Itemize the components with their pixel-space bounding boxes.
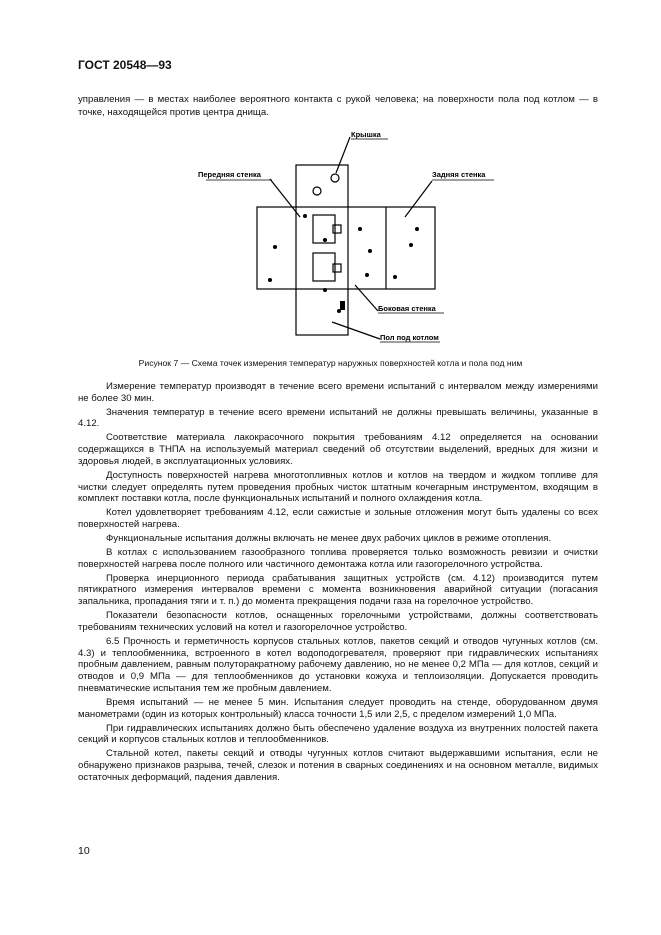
paragraph: Значения температур в течение всего времени испытаний не должны превышать величины, указанные в 4.12. xyxy=(78,406,598,430)
label-rear-wall: Задняя стенка xyxy=(432,170,486,179)
paragraph: Время испытаний — не менее 5 мин. Испытания следует проводить на стенде, оборудованном двумя манометрами (один из которых контрольный) класса точности 1,5 или 2,5, с пределом измерений 1,0 МПа. xyxy=(78,696,598,720)
paragraph: В котлах с использованием газообразного топлива проверяется только возможность ревизии и очистки поверхностей нагрева после полного или частичного демонтажа котла или газогорелочного устройства. xyxy=(78,546,598,570)
document-header: ГОСТ 20548—93 xyxy=(78,58,172,72)
label-side-wall: Боковая стенка xyxy=(378,304,436,313)
intro-paragraph: управления — в местах наиболее вероятного контакта с рукой человека; на поверхности пола под котлом — в точке, находящейся против центра днища. xyxy=(78,94,598,118)
measurement-points xyxy=(268,214,419,313)
paragraph: Показатели безопасности котлов, оснащенных горелочными устройствами, должны соответствовать требованиям технических условий на котел и газогорелочное устройство. xyxy=(78,610,598,633)
boiler-measurement-diagram xyxy=(0,125,661,355)
page-number: 10 xyxy=(78,845,90,857)
point-side-bottom xyxy=(365,273,369,277)
burner-box-lower xyxy=(313,253,335,281)
label-floor: Пол под котлом xyxy=(380,333,439,342)
paragraph: Измерение температур производят в течение всего времени испытаний с интервалом между измерениями не более 30 мин. xyxy=(78,381,598,404)
burner-knob-upper xyxy=(333,225,341,233)
paragraph: Соответствие материала лакокрасочного покрытия требованиям 4.12 определяется на основании содержащихся в ТНПА на используемый материал сведений об отсутствии выделений, вредных для жизни и здоровья людей, в эксплуатационных условиях. xyxy=(78,432,598,467)
lid-vent-circle xyxy=(331,174,339,182)
leader-floor xyxy=(332,322,380,339)
boiler-body-outline xyxy=(257,207,435,289)
label-lid: Крышка xyxy=(351,130,381,139)
figure-7 xyxy=(0,125,661,355)
point-front-mid xyxy=(273,245,277,249)
paragraph: При гидравлических испытаниях должно быть обеспечено удаление воздуха из внутренних полостей пакета секций и корпусов стальных котлов и теплообменников. xyxy=(78,722,598,746)
burner-knob-lower xyxy=(333,264,341,272)
figure-caption: Рисунок 7 — Схема точек измерения температур наружных поверхностей котла и пола под ним xyxy=(138,358,523,368)
paragraph: Проверка инерционного периода срабатывания защитных устройств (см. 4.12) производится путем пятикратного измерения интервалов времени с момента возникновения аварийной ситуации (погасания запальника, пропадания тяги и т. п.) до момента прекращения подачи газа на горелочное устройство. xyxy=(78,572,598,608)
point-burner-upper xyxy=(323,238,327,242)
leader-rear xyxy=(405,181,432,217)
point-rear-mid xyxy=(409,243,413,247)
point-rear-top xyxy=(415,227,419,231)
point-front-top xyxy=(303,214,307,218)
paragraph: 6.5 Прочность и герметичность корпусов стальных котлов, пакетов секций и отводов чугунных котлов (см. 4.3) и теплообменника, встроенного в котел водоподогревателя, проверяют при гидравлических испытаниях пробным давлением, равным полуторакратному рабочему давлению, но не менее 0,2 МПа — для котлов, секций и отводов и 0,9 МПа — для теплообменников до установки кожуха и теплоизоляции. Допускается проводить пневматические испытания тем же пробным давлением. xyxy=(78,635,598,694)
floor-marker-h xyxy=(340,301,345,310)
lid-outlet-circle xyxy=(313,187,321,195)
label-front-wall: Передняя стенка xyxy=(198,170,261,179)
point-side-mid xyxy=(368,249,372,253)
paragraph: Стальной котел, пакеты секций и отводы чугунных котлов считают выдержавшими испытания, если не обнаружено признаков разрыва, течей, слезок и потения в сварных соединениях и на основном металле, видимых остаточных деформаций, падения давления. xyxy=(78,748,598,783)
paragraph: Котел удовлетворяет требованиям 4.12, если сажистые и зольные отложения могут быть удалены со всех поверхностей нагрева. xyxy=(78,507,598,531)
point-burner-lower xyxy=(323,288,327,292)
point-front-bottom xyxy=(268,278,272,282)
point-side-top xyxy=(358,227,362,231)
point-rear-bottom xyxy=(393,275,397,279)
paragraph: Функциональные испытания должны включать не менее двух рабочих циклов в режиме отопления. xyxy=(106,533,552,545)
paragraph: Доступность поверхностей нагрева многотопливных котлов и котлов на твердом и жидком топливе для чистки следует определять путем проведения пробных чисток штатным кочегарным инструментом, входящим в комплект поставки котла, после функциональных испытаний и полного охлаждения котла. xyxy=(78,469,598,505)
body-text xyxy=(78,381,598,786)
